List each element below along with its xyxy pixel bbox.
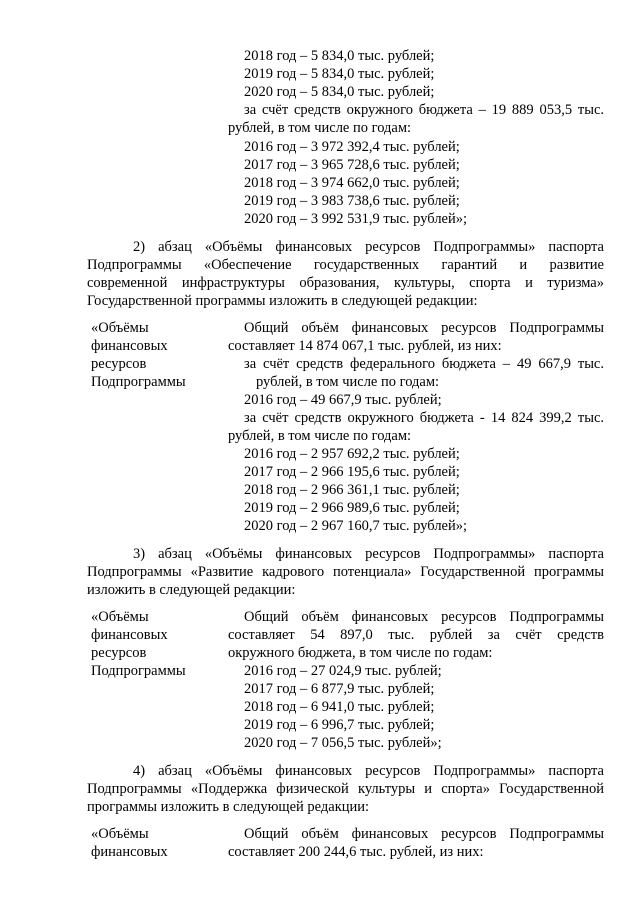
value-line: 2018 год – 2 966 361,1 тыс. рублей; [244, 482, 460, 498]
value-line: 2019 год – 6 996,7 тыс. рублей; [244, 717, 435, 733]
year-line: 2020 год – 5 834,0 тыс. рублей; [244, 84, 435, 100]
district-budget-line: рублей, в том числе по годам: [228, 120, 412, 136]
paragraph-line: современной инфраструктуры образования, культуры, спорта и туризма» [87, 275, 604, 291]
value-line: окружного бюджета, в том числе по годам: [228, 645, 493, 661]
paragraph-line: 3) абзац «Объёмы финансовых ресурсов Подпрограммы» паспорта [133, 546, 604, 562]
paragraph-line: изложить в следующей редакции: [87, 582, 296, 598]
label-line: финансовых [91, 844, 168, 860]
value-line: за счёт средств федерального бюджета – 49 667,9 тыс. [244, 356, 604, 372]
district-budget-line: за счёт средств окружного бюджета – 19 889 053,5 тыс. [244, 102, 604, 118]
label-line: «Объёмы [91, 826, 149, 842]
year-line: 2019 год – 3 983 738,6 тыс. рублей; [244, 193, 460, 209]
value-line: 2016 год – 27 024,9 тыс. рублей; [244, 663, 442, 679]
value-line: Общий объём финансовых ресурсов Подпрограммы [244, 609, 604, 625]
year-line: 2020 год – 3 992 531,9 тыс. рублей»; [244, 211, 468, 227]
value-line: 2019 год – 2 966 989,6 тыс. рублей; [244, 500, 460, 516]
value-line: рублей, в том числе по годам: [256, 374, 440, 390]
year-line: 2017 год – 3 965 728,6 тыс. рублей; [244, 157, 460, 173]
value-line: рублей, в том числе по годам: [228, 428, 412, 444]
label-line: «Объёмы [91, 609, 149, 625]
label-line: ресурсов [91, 356, 147, 372]
paragraph-line: Подпрограммы «Обеспечение государственных гарантий и развитие [87, 257, 604, 273]
value-line: составляет 14 874 067,1 тыс. рублей, из них: [228, 338, 502, 354]
value-line: 2020 год – 7 056,5 тыс. рублей»; [244, 735, 442, 751]
paragraph-line: программы изложить в следующей редакции: [87, 799, 370, 815]
value-line: 2018 год – 6 941,0 тыс. рублей; [244, 699, 435, 715]
label-line: Подпрограммы [91, 663, 186, 679]
value-line: 2016 год – 49 667,9 тыс. рублей; [244, 392, 442, 408]
label-line: финансовых [91, 338, 168, 354]
paragraph-line: 2) абзац «Объёмы финансовых ресурсов Подпрограммы» паспорта [133, 239, 604, 255]
value-line: составляет 54 897,0 тыс. рублей за счёт средств [228, 627, 604, 643]
paragraph-line: Подпрограммы «Развитие кадрового потенциала» Государственной программы [87, 564, 604, 580]
paragraph-line: Подпрограммы «Поддержка физической культуры и спорта» Государственной [87, 781, 604, 797]
value-line: 2020 год – 2 967 160,7 тыс. рублей»; [244, 518, 468, 534]
value-line: 2017 год – 6 877,9 тыс. рублей; [244, 681, 435, 697]
year-line: 2019 год – 5 834,0 тыс. рублей; [244, 66, 435, 82]
year-line: 2018 год – 3 974 662,0 тыс. рублей; [244, 175, 460, 191]
value-line: Общий объём финансовых ресурсов Подпрограммы [244, 826, 604, 842]
label-line: ресурсов [91, 645, 147, 661]
paragraph-line: 4) абзац «Объёмы финансовых ресурсов Подпрограммы» паспорта [133, 763, 604, 779]
label-line: Подпрограммы [91, 374, 186, 390]
year-line: 2016 год – 3 972 392,4 тыс. рублей; [244, 139, 460, 155]
paragraph-line: Государственной программы изложить в следующей редакции: [87, 293, 478, 309]
value-line: за счёт средств окружного бюджета - 14 824 399,2 тыс. [244, 410, 604, 426]
label-line: финансовых [91, 627, 168, 643]
value-line: составляет 200 244,6 тыс. рублей, из них: [228, 844, 484, 860]
year-line: 2018 год – 5 834,0 тыс. рублей; [244, 48, 435, 64]
label-line: «Объёмы [91, 320, 149, 336]
value-line: Общий объём финансовых ресурсов Подпрограммы [244, 320, 604, 336]
value-line: 2016 год – 2 957 692,2 тыс. рублей; [244, 446, 460, 462]
value-line: 2017 год – 2 966 195,6 тыс. рублей; [244, 464, 460, 480]
